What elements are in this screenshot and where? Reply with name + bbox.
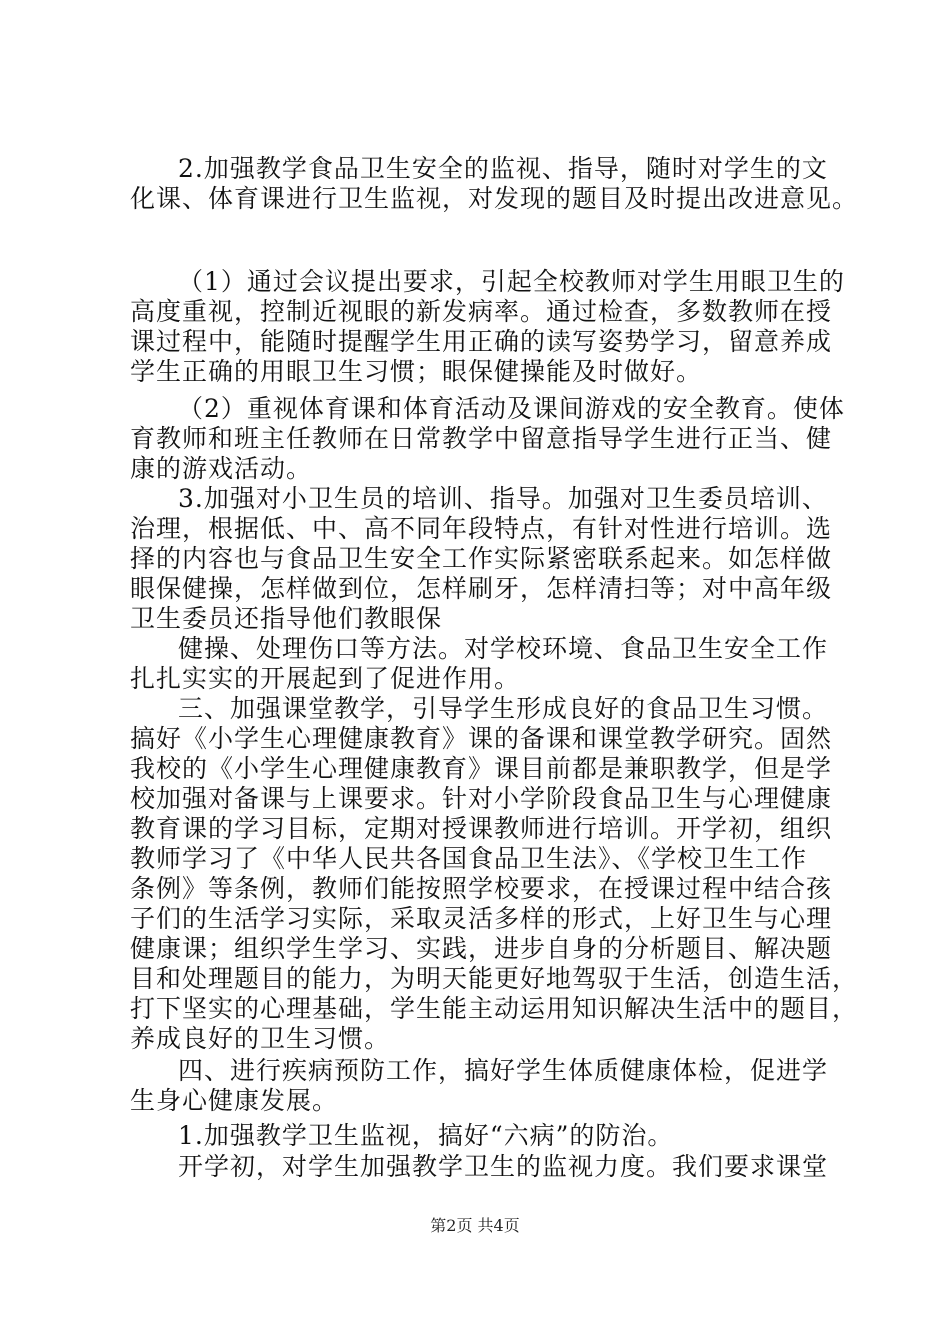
text-line: 四、进行疾病预防工作，搞好学生体质健康体检，促进学 — [178, 1056, 829, 1085]
text-line: 校加强对备课与上课要求。针对小学阶段食品卫生与心理健康 — [130, 784, 833, 813]
text-line: 育教师和班主任教师在日常教学中留意指导学生进行正当、健 — [130, 424, 833, 453]
text-line: 我校的《小学生心理健康教育》课目前都是兼职教学，但是学 — [130, 754, 833, 783]
text-line: 子们的生活学习实际，采取灵活多样的形式，上好卫生与心理 — [130, 904, 833, 933]
text-line: 三、加强课堂教学，引导学生形成良好的食品卫生习惯。 — [178, 694, 829, 723]
text-line: 养成良好的卫生习惯。 — [130, 1024, 391, 1053]
text-line: 治理，根据低、中、高不同年段特点，有针对性进行培训。选 — [130, 514, 833, 543]
text-line: 高度重视，控制近视眼的新发病率。通过检查，多数教师在授 — [130, 297, 833, 326]
text-line: 条例》等条例，教师们能按照学校要求，在授课过程中结合孩 — [130, 874, 833, 903]
text-line: 生身心健康发展。 — [130, 1086, 339, 1115]
text-line: 择的内容也与食品卫生安全工作实际紧密联系起来。如怎样做 — [130, 544, 833, 573]
text-line: 开学初，对学生加强教学卫生的监视力度。我们要求课堂 — [178, 1152, 829, 1181]
text-line: 目和处理题目的能力，为明天能更好地驾驭于生活，创造生活， — [130, 964, 859, 993]
page-number-footer: 第2页 共4页 — [430, 1216, 520, 1235]
text-line: 课过程中，能随时提醒学生用正确的读写姿势学习，留意养成 — [130, 327, 833, 356]
text-line: 扎扎实实的开展起到了促进作用。 — [130, 664, 521, 693]
text-line: 教育课的学习目标，定期对授课教师进行培训。开学初，组织 — [130, 814, 833, 843]
text-line: 学生正确的用眼卫生习惯；眼保健操能及时做好。 — [130, 357, 703, 386]
text-line: 健康课；组织学生学习、实践，进步自身的分析题目、解决题 — [130, 934, 833, 963]
text-line: 教师学习了《中华人民共各国食品卫生法》、《学校卫生工作 — [130, 844, 808, 873]
text-line: （2）重视体育课和体育活动及课间游戏的安全教育。使体 — [178, 394, 845, 423]
text-line: 2.加强教学食品卫生安全的监视、指导，随时对学生的文 — [178, 154, 828, 183]
text-line: 打下坚实的心理基础，学生能主动运用知识解决生活中的题目， — [130, 994, 859, 1023]
text-line: 3.加强对小卫生员的培训、指导。加强对卫生委员培训、 — [178, 484, 828, 513]
text-line: 化课、体育课进行卫生监视，对发现的题目及时提出改进意见。 — [130, 184, 859, 213]
text-line: 1.加强教学卫生监视，搞好“六病”的防治。 — [178, 1121, 674, 1150]
text-line: 卫生委员还指导他们教眼保 — [130, 604, 443, 633]
text-line: 健操、处理伤口等方法。对学校环境、食品卫生安全工作 — [178, 634, 829, 663]
text-line: 搞好《小学生心理健康教育》课的备课和课堂教学研究。固然 — [130, 724, 833, 753]
text-line: 康的游戏活动。 — [130, 454, 313, 483]
text-line: （1）通过会议提出要求，引起全校教师对学生用眼卫生的 — [178, 267, 845, 296]
text-line: 眼保健操，怎样做到位，怎样刷牙，怎样清扫等；对中高年级 — [130, 574, 833, 603]
